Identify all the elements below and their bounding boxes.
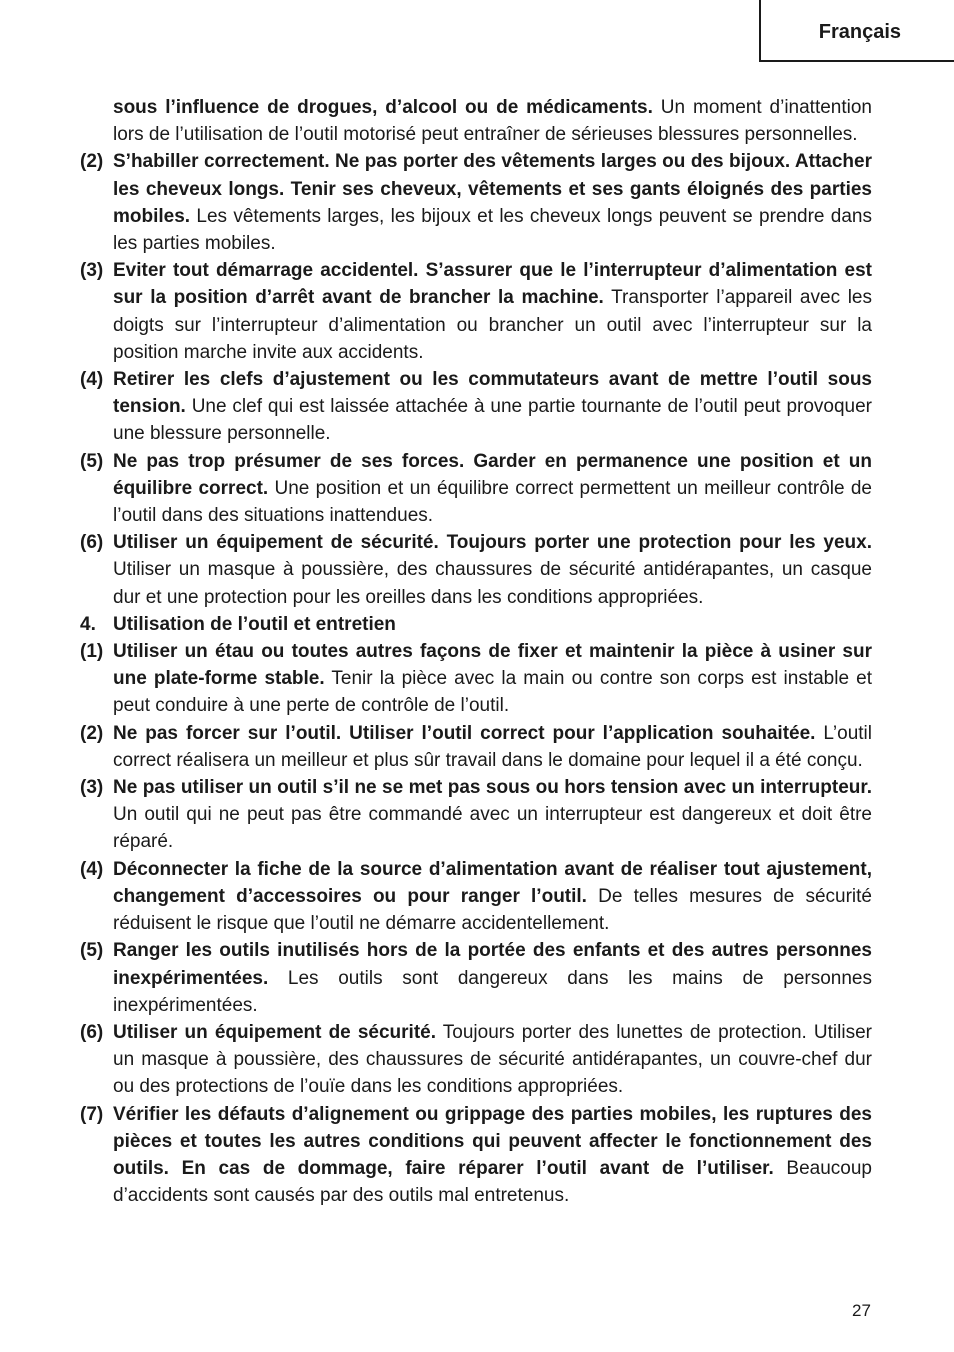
intro-bold: sous l’influence de drogues, d’alcool ou de médicaments. [113,97,653,118]
section-heading [80,611,872,638]
list-item [80,366,872,448]
item-number: (5) [80,940,104,962]
item-number: (6) [80,532,104,554]
item-bold: Utiliser un étau ou toutes autres façons de fixer et maintenir la pièce à usiner sur une plate-forme stable. [113,641,872,690]
item-number: (2) [80,151,104,173]
section-number: 4. [80,613,96,635]
item-number: (7) [80,1103,104,1125]
list-item [80,720,872,774]
item-text [113,1101,872,1210]
list-item [80,1101,872,1210]
language-label: Français [818,21,901,43]
item-rest: Une clef qui est laissée attachée à une partie tournante de l’outil peut provoquer une blessure personnelle. [113,396,872,445]
item-rest: Utiliser un masque à poussière, des chaussures de sécurité antidérapantes, un casque dur et une protection pour les oreilles dans les conditions appropriées. [113,559,872,608]
item-bold: Déconnecter la fiche de la source d’alimentation avant de réaliser tout ajustement, changement d’accessoires ou pour ranger l’outil. [113,858,872,907]
item-text [113,448,872,530]
item-rest: Une position et un équilibre correct permettent un meilleur contrôle de l’outil dans des situations inattendues. [113,477,872,527]
item-number: (3) [80,260,104,282]
item-rest: Toujours porter des lunettes de protection. Utiliser un masque à poussière, des chaussures de sécurité antidérapantes, un couvre-chef dur ou des protections de l’ouïe dans les conditions appropriées. [113,1021,872,1098]
item-text [113,937,872,1019]
item-number: (2) [80,722,104,744]
list-item [80,774,872,856]
list-item [80,529,872,611]
list-item [80,638,872,720]
list-item [80,937,872,1019]
item-text [113,638,872,720]
item-rest: Les vêtements larges, les bijoux et les cheveux longs peuvent se prendre dans les parties mobiles. [113,205,872,255]
item-text [113,720,872,774]
item-number: (3) [80,777,104,799]
item-number: (6) [80,1021,104,1043]
item-number: (1) [80,641,104,663]
item-number: (4) [80,369,104,391]
list-item [80,1019,872,1101]
item-number: (4) [80,858,104,880]
item-rest: Un outil qui ne peut pas être commandé avec un interrupteur est dangereux et doit être réparé. [113,804,872,853]
item-rest: Les outils sont dangereux dans les mains de personnes inexpérimentées. [113,967,872,1016]
item-rest: Beaucoup d’accidents sont causés par des outils mal entretenus. [113,1157,872,1207]
item-bold: Utiliser un équipement de sécurité. Toujours porter une protection pour les yeux. [113,532,872,554]
document-body [80,94,872,1209]
item-text [113,774,872,856]
item-bold: Eviter tout démarrage accidentel. S’assurer que le l’interrupteur d’alimentation est sur la position d’arrêt avant de brancher la machine. [113,260,872,309]
item-bold: S’habiller correctement. Ne pas porter des vêtements larges ou des bijoux. Attacher les cheveux longs. Tenir ses cheveux, vêtements et ses gants éloignés des parties mobiles. [113,151,872,227]
list-item [80,448,872,530]
item-bold: Ne pas forcer sur l’outil. Utiliser l’outil correct pour l’application souhaitée. [113,722,816,744]
item-text [113,856,872,938]
item-text [113,366,872,448]
item-bold: Ranger les outils inutilisés hors de la portée des enfants et des autres personnes inexpérimentées. [113,940,872,989]
list-item [80,257,872,366]
section-title: Utilisation de l’outil et entretien [113,613,396,635]
item-bold: Retirer les clefs d’ajustement ou les commutateurs avant de mettre l’outil sous tension. [113,369,872,418]
item-text [113,1019,872,1101]
item-number: (5) [80,450,104,472]
item-bold: Ne pas trop présumer de ses forces. Garder en permanence une position et un équilibre correct. [113,450,872,499]
item-text [113,148,872,257]
page-number: 27 [852,1301,871,1320]
list-item [80,856,872,938]
item-bold: Ne pas utiliser un outil s’il ne se met pas sous ou hors tension avec un interrupteur. [113,777,872,799]
item-rest: De telles mesures de sécurité réduisent le risque que l’outil ne démarre accidentellement. [113,885,872,935]
list-item [80,148,872,257]
intro-rest: Un moment d’inattention lors de l’utilisation de l’outil motorisé peut entraîner de sérieuses blessures personnelles. [113,97,872,146]
item-rest: Transporter l’appareil avec les doigts sur l’interrupteur d’alimentation ou brancher un outil avec l’interrupteur sur la position marche invite aux accidents. [113,287,872,363]
item-rest: Tenir la pièce avec la main ou contre son corps est instable et peut conduire à une perte de contrôle de l’outil. [113,668,872,717]
item-text [113,257,872,366]
intro-paragraph [80,94,872,148]
item-bold: Utiliser un équipement de sécurité. [113,1021,437,1043]
item-rest: L’outil correct réalisera un meilleur et plus sûr travail dans le domaine pour lequel il a été conçu. [113,722,873,771]
item-bold: Vérifier les défauts d’alignement ou grippage des parties mobiles, les ruptures des pièces et toutes les autres conditions qui peuvent affecter le fonctionnement des outils. En cas de dommage, faire réparer l’outil avant de l’utiliser. [113,1103,872,1179]
language-tab [759,0,954,62]
item-text [113,529,872,611]
